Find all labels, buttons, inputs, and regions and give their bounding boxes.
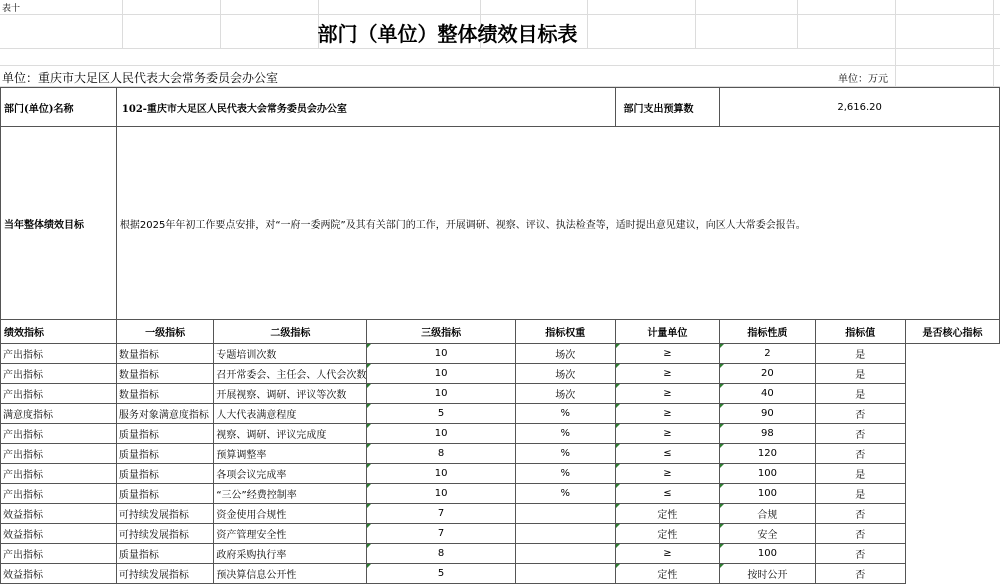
table-row <box>1 404 1000 424</box>
unit-cell[interactable]: % <box>515 484 615 504</box>
performance-table <box>0 87 1000 584</box>
table-row <box>1 564 1000 584</box>
core-cell[interactable]: 是 <box>815 484 906 504</box>
core-cell[interactable]: 否 <box>815 404 906 424</box>
weight-cell[interactable]: 10 <box>367 424 516 444</box>
nature-cell[interactable]: ≥ <box>615 364 720 384</box>
unit-cell[interactable]: % <box>515 444 615 464</box>
weight-cell[interactable]: 10 <box>367 344 516 364</box>
table-row <box>1 484 1000 504</box>
core-cell[interactable]: 否 <box>815 504 906 524</box>
unit-cell[interactable]: % <box>515 424 615 444</box>
budget-label: 部门支出预算数 <box>615 88 720 127</box>
department-row <box>1 88 1000 127</box>
core-cell[interactable]: 否 <box>815 424 906 444</box>
level2-cell[interactable]: 质量指标 <box>116 444 213 464</box>
table-row <box>1 344 1000 364</box>
header-value: 指标值 <box>815 320 906 344</box>
table-row <box>1 464 1000 484</box>
value-cell[interactable]: 安全 <box>720 524 815 544</box>
level1-cell[interactable]: 产出指标 <box>1 384 117 404</box>
value-cell[interactable]: 100 <box>720 484 815 504</box>
organization-unit-label: 单位：重庆市大足区人民代表大会常务委员会办公室 <box>2 71 279 85</box>
level2-cell[interactable]: 服务对象满意度指标 <box>116 404 213 424</box>
unit-cell[interactable]: 场次 <box>515 344 615 364</box>
level1-cell[interactable]: 满意度指标 <box>1 404 117 424</box>
nature-cell[interactable]: 定性 <box>615 504 720 524</box>
weight-cell[interactable]: 7 <box>367 504 516 524</box>
value-cell[interactable]: 20 <box>720 364 815 384</box>
nature-cell[interactable]: ≥ <box>615 344 720 364</box>
core-cell[interactable]: 是 <box>815 464 906 484</box>
unit-cell[interactable]: 场次 <box>515 384 615 404</box>
level2-cell[interactable]: 质量指标 <box>116 464 213 484</box>
table-number-label: 表十 <box>2 4 21 14</box>
level1-cell[interactable]: 产出指标 <box>1 344 117 364</box>
level3-cell[interactable]: 视察、调研、评议完成度 <box>214 424 367 444</box>
weight-cell[interactable]: 10 <box>367 364 516 384</box>
level2-cell[interactable]: 数量指标 <box>116 364 213 384</box>
level2-cell[interactable]: 可持续发展指标 <box>116 524 213 544</box>
budget-value[interactable]: 2,616.20 <box>720 88 1000 127</box>
weight-cell[interactable]: 10 <box>367 484 516 504</box>
level3-cell[interactable]: 专题培训次数 <box>214 344 367 364</box>
nature-cell[interactable]: 定性 <box>615 564 720 584</box>
weight-cell[interactable]: 8 <box>367 444 516 464</box>
level2-cell[interactable]: 数量指标 <box>116 344 213 364</box>
weight-cell[interactable]: 5 <box>367 564 516 584</box>
value-cell[interactable]: 40 <box>720 384 815 404</box>
indicator-header-row <box>1 320 1000 344</box>
level3-cell[interactable]: 人大代表满意程度 <box>214 404 367 424</box>
table-row <box>1 544 1000 564</box>
weight-cell[interactable]: 5 <box>367 404 516 424</box>
core-cell[interactable]: 否 <box>815 564 906 584</box>
level2-cell[interactable]: 数量指标 <box>116 384 213 404</box>
nature-cell[interactable]: ≥ <box>615 544 720 564</box>
table-row <box>1 504 1000 524</box>
header-core: 是否核心指标 <box>906 320 1000 344</box>
level3-cell[interactable]: 资产管理安全性 <box>214 524 367 544</box>
core-cell[interactable]: 否 <box>815 444 906 464</box>
unit-cell[interactable] <box>515 564 615 584</box>
level3-cell[interactable]: 资金使用合规性 <box>214 504 367 524</box>
core-cell[interactable]: 是 <box>815 344 906 364</box>
nature-cell[interactable]: ≥ <box>615 384 720 404</box>
level2-cell[interactable]: 可持续发展指标 <box>116 504 213 524</box>
nature-cell[interactable]: 定性 <box>615 524 720 544</box>
perf-indicators-label: 绩效指标 <box>1 320 117 344</box>
dept-name-label: 部门(单位)名称 <box>1 88 117 127</box>
value-cell[interactable]: 120 <box>720 444 815 464</box>
nature-cell[interactable]: ≤ <box>615 484 720 504</box>
page-title: 部门（单位）整体绩效目标表 <box>317 22 578 46</box>
unit-cell[interactable]: 场次 <box>515 364 615 384</box>
value-cell[interactable]: 90 <box>720 404 815 424</box>
level1-cell[interactable]: 产出指标 <box>1 424 117 444</box>
value-cell[interactable]: 98 <box>720 424 815 444</box>
level3-cell[interactable]: 预决算信息公开性 <box>214 564 367 584</box>
level1-cell[interactable]: 产出指标 <box>1 464 117 484</box>
value-cell[interactable]: 100 <box>720 544 815 564</box>
unit-cell[interactable]: % <box>515 404 615 424</box>
level3-cell[interactable]: 各项会议完成率 <box>214 464 367 484</box>
table-row <box>1 524 1000 544</box>
nature-cell[interactable]: ≥ <box>615 404 720 424</box>
weight-cell[interactable]: 7 <box>367 524 516 544</box>
weight-cell[interactable]: 10 <box>367 464 516 484</box>
level2-cell[interactable]: 质量指标 <box>116 484 213 504</box>
level1-cell[interactable]: 产出指标 <box>1 544 117 564</box>
core-cell[interactable]: 否 <box>815 544 906 564</box>
level2-cell[interactable]: 可持续发展指标 <box>116 564 213 584</box>
goal-row <box>1 127 1000 320</box>
level1-cell[interactable]: 效益指标 <box>1 564 117 584</box>
level1-cell[interactable]: 产出指标 <box>1 444 117 464</box>
value-cell[interactable]: 100 <box>720 464 815 484</box>
currency-unit-label: 单位：万元 <box>838 74 888 85</box>
weight-cell[interactable]: 10 <box>367 384 516 404</box>
header-unit: 计量单位 <box>615 320 720 344</box>
level1-cell[interactable]: 效益指标 <box>1 524 117 544</box>
header-nature: 指标性质 <box>720 320 815 344</box>
core-cell[interactable]: 否 <box>815 524 906 544</box>
level3-cell[interactable]: 开展视察、调研、评议等次数 <box>214 384 367 404</box>
value-cell[interactable]: 按时公开 <box>720 564 815 584</box>
level1-cell[interactable]: 产出指标 <box>1 484 117 504</box>
level1-cell[interactable]: 产出指标 <box>1 364 117 384</box>
core-cell[interactable]: 是 <box>815 364 906 384</box>
table-row <box>1 424 1000 444</box>
level2-cell[interactable]: 质量指标 <box>116 544 213 564</box>
unit-cell[interactable] <box>515 524 615 544</box>
goal-label: 当年整体绩效目标 <box>1 127 117 320</box>
level3-cell[interactable]: 预算调整率 <box>214 444 367 464</box>
dept-name-value[interactable]: 102-重庆市大足区人民代表大会常务委员会办公室 <box>116 88 615 127</box>
value-cell[interactable]: 2 <box>720 344 815 364</box>
level1-cell[interactable]: 效益指标 <box>1 504 117 524</box>
nature-cell[interactable]: ≥ <box>615 424 720 444</box>
core-cell[interactable]: 是 <box>815 384 906 404</box>
weight-cell[interactable]: 8 <box>367 544 516 564</box>
table-row <box>1 364 1000 384</box>
header-level1: 一级指标 <box>116 320 213 344</box>
level3-cell[interactable]: “三公”经费控制率 <box>214 484 367 504</box>
level3-cell[interactable]: 召开常委会、主任会、人代会次数 <box>214 364 367 384</box>
goal-text[interactable]: 根据2025年年初工作要点安排，对“一府一委两院”及其有关部门的工作，开展调研、视察、评议、执法检查等，适时提出意见建议，向区人大常委会报告。 <box>116 127 999 320</box>
nature-cell[interactable]: ≤ <box>615 444 720 464</box>
header-level2: 二级指标 <box>214 320 367 344</box>
header-weight: 指标权重 <box>515 320 615 344</box>
table-row <box>1 444 1000 464</box>
level3-cell[interactable]: 政府采购执行率 <box>214 544 367 564</box>
table-row <box>1 384 1000 404</box>
value-cell[interactable]: 合规 <box>720 504 815 524</box>
unit-cell[interactable]: % <box>515 464 615 484</box>
nature-cell[interactable]: ≥ <box>615 464 720 484</box>
unit-cell[interactable] <box>515 544 615 564</box>
level2-cell[interactable]: 质量指标 <box>116 424 213 444</box>
unit-cell[interactable] <box>515 504 615 524</box>
header-level3: 三级指标 <box>367 320 516 344</box>
